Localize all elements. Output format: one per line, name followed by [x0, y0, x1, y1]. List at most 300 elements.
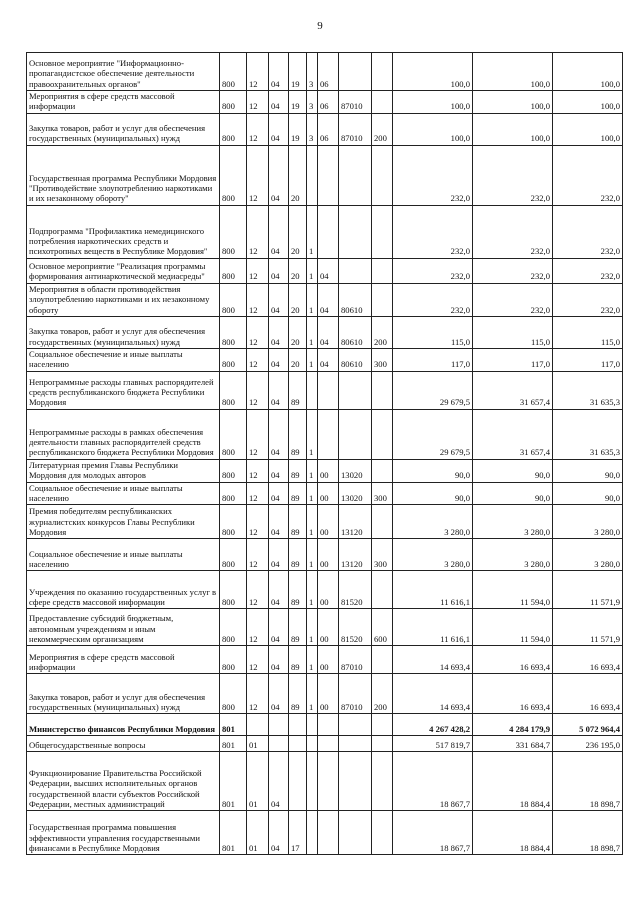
row-name: Учреждения по оказанию государственных услуг в сфере средств массовой информации: [27, 571, 220, 609]
amount-year-2: 331 684,7: [473, 736, 553, 752]
direction-code: 13120: [339, 505, 372, 539]
table-row: [27, 736, 623, 752]
section-code: 12: [247, 539, 269, 571]
section-code: 12: [247, 258, 269, 283]
ved-code: 800: [220, 258, 247, 283]
ved-code: 800: [220, 113, 247, 145]
section-code: 12: [247, 145, 269, 205]
ved-code: 801: [220, 811, 247, 855]
expense-type-code: [372, 371, 393, 409]
amount-year-1: 232,0: [393, 258, 473, 283]
activity-code: 04: [318, 317, 339, 349]
expense-type-code: [372, 459, 393, 482]
subsection-code: [269, 736, 289, 752]
subprogram-code: 1: [307, 409, 318, 459]
subsection-code: [269, 714, 289, 736]
amount-year-2: 11 594,0: [473, 571, 553, 609]
ved-code: 800: [220, 145, 247, 205]
expense-type-code: 200: [372, 317, 393, 349]
section-code: 12: [247, 674, 269, 714]
ved-code: 800: [220, 539, 247, 571]
row-name: Мероприятия в сфере средств массовой информации: [27, 91, 220, 114]
row-name: Государственная программа повышения эффективности управления государственными финансами в Республике Мордовия: [27, 811, 220, 855]
subprogram-code: [307, 811, 318, 855]
section-code: 12: [247, 609, 269, 646]
direction-code: 13020: [339, 482, 372, 505]
direction-code: [339, 145, 372, 205]
amount-year-3: 18 898,7: [553, 811, 623, 855]
amount-year-2: 3 280,0: [473, 539, 553, 571]
row-name: Литературная премия Главы Республики Мордовия для молодых авторов: [27, 459, 220, 482]
expense-type-code: [372, 646, 393, 674]
expense-type-code: [372, 258, 393, 283]
expense-type-code: [372, 91, 393, 114]
direction-code: 87010: [339, 91, 372, 114]
subsection-code: 04: [269, 505, 289, 539]
direction-code: 13020: [339, 459, 372, 482]
subprogram-code: 1: [307, 283, 318, 316]
row-name: Мероприятия в сфере средств массовой информации: [27, 646, 220, 674]
table-row: [27, 674, 623, 714]
activity-code: 04: [318, 349, 339, 372]
ved-code: 800: [220, 571, 247, 609]
program-code: 20: [289, 349, 307, 372]
amount-year-2: 232,0: [473, 145, 553, 205]
subprogram-code: 1: [307, 539, 318, 571]
activity-code: [318, 736, 339, 752]
subsection-code: 04: [269, 258, 289, 283]
amount-year-3: 236 195,0: [553, 736, 623, 752]
table-row: [27, 409, 623, 459]
amount-year-3: 90,0: [553, 459, 623, 482]
program-code: 19: [289, 113, 307, 145]
table-row: [27, 482, 623, 505]
table-row: [27, 571, 623, 609]
amount-year-3: 100,0: [553, 113, 623, 145]
program-code: 89: [289, 674, 307, 714]
row-name: Функционирование Правительства Российской Федерации, высших исполнительных органов государственной власти субъектов Российской Федерации, местных администраций: [27, 752, 220, 811]
amount-year-3: 16 693,4: [553, 674, 623, 714]
subsection-code: 04: [269, 205, 289, 258]
subsection-code: 04: [269, 91, 289, 114]
section-code: 12: [247, 571, 269, 609]
section-code: 12: [247, 371, 269, 409]
program-code: 20: [289, 145, 307, 205]
subprogram-code: 1: [307, 317, 318, 349]
expense-type-code: [372, 571, 393, 609]
direction-code: 80610: [339, 317, 372, 349]
subsection-code: 04: [269, 409, 289, 459]
expense-type-code: 200: [372, 674, 393, 714]
amount-year-3: 11 571,9: [553, 571, 623, 609]
section-code: 12: [247, 91, 269, 114]
program-code: 89: [289, 409, 307, 459]
subsection-code: 04: [269, 482, 289, 505]
amount-year-1: 18 867,7: [393, 752, 473, 811]
program-code: 20: [289, 283, 307, 316]
amount-year-1: 115,0: [393, 317, 473, 349]
amount-year-3: 232,0: [553, 145, 623, 205]
subsection-code: 04: [269, 371, 289, 409]
expense-type-code: 600: [372, 609, 393, 646]
table-row: [27, 505, 623, 539]
subprogram-code: [307, 371, 318, 409]
program-code: 19: [289, 91, 307, 114]
subprogram-code: 1: [307, 482, 318, 505]
expense-type-code: [372, 145, 393, 205]
activity-code: 00: [318, 482, 339, 505]
subsection-code: 04: [269, 349, 289, 372]
expense-type-code: [372, 752, 393, 811]
ved-code: 801: [220, 714, 247, 736]
row-name: Социальное обеспечение и иные выплаты населению: [27, 482, 220, 505]
direction-code: [339, 258, 372, 283]
ved-code: 800: [220, 91, 247, 114]
amount-year-1: 117,0: [393, 349, 473, 372]
section-code: 01: [247, 752, 269, 811]
activity-code: 06: [318, 113, 339, 145]
section-code: 12: [247, 349, 269, 372]
program-code: [289, 736, 307, 752]
table-row: [27, 317, 623, 349]
program-code: 20: [289, 205, 307, 258]
subprogram-code: 1: [307, 459, 318, 482]
program-code: [289, 714, 307, 736]
amount-year-1: 18 867,7: [393, 811, 473, 855]
expense-type-code: [372, 714, 393, 736]
direction-code: [339, 53, 372, 91]
row-name: Закупка товаров, работ и услуг для обеспечения государственных (муниципальных) нужд: [27, 113, 220, 145]
direction-code: 87010: [339, 646, 372, 674]
subprogram-code: 1: [307, 349, 318, 372]
section-code: 12: [247, 283, 269, 316]
activity-code: 00: [318, 539, 339, 571]
program-code: 19: [289, 53, 307, 91]
amount-year-2: 90,0: [473, 482, 553, 505]
program-code: 89: [289, 371, 307, 409]
activity-code: [318, 811, 339, 855]
activity-code: 00: [318, 505, 339, 539]
amount-year-1: 100,0: [393, 91, 473, 114]
activity-code: [318, 371, 339, 409]
amount-year-2: 90,0: [473, 459, 553, 482]
amount-year-2: 18 884,4: [473, 811, 553, 855]
amount-year-2: 31 657,4: [473, 371, 553, 409]
amount-year-2: 4 284 179,9: [473, 714, 553, 736]
amount-year-2: 232,0: [473, 258, 553, 283]
row-name: Основное мероприятие "Информационно-пропагандистское обеспечение деятельности правоохранительных органов": [27, 53, 220, 91]
amount-year-1: 4 267 428,2: [393, 714, 473, 736]
amount-year-1: 14 693,4: [393, 674, 473, 714]
subsection-code: 04: [269, 609, 289, 646]
expense-type-code: 300: [372, 482, 393, 505]
table-row: [27, 53, 623, 91]
direction-code: [339, 811, 372, 855]
direction-code: 87010: [339, 674, 372, 714]
amount-year-1: 100,0: [393, 113, 473, 145]
table-row: [27, 539, 623, 571]
program-code: 89: [289, 609, 307, 646]
table-row: [27, 91, 623, 114]
amount-year-1: 517 819,7: [393, 736, 473, 752]
ved-code: 801: [220, 736, 247, 752]
section-code: [247, 714, 269, 736]
subprogram-code: 1: [307, 205, 318, 258]
direction-code: 81520: [339, 609, 372, 646]
direction-code: 80610: [339, 283, 372, 316]
amount-year-2: 31 657,4: [473, 409, 553, 459]
table-row: [27, 258, 623, 283]
expense-type-code: [372, 283, 393, 316]
table-row: [27, 609, 623, 646]
row-name: Непрограммные расходы главных распорядителей средств республиканского бюджета Республики Мордовия: [27, 371, 220, 409]
expense-type-code: [372, 811, 393, 855]
amount-year-2: 100,0: [473, 53, 553, 91]
section-code: 12: [247, 53, 269, 91]
amount-year-2: 117,0: [473, 349, 553, 372]
section-code: 01: [247, 811, 269, 855]
amount-year-1: 11 616,1: [393, 571, 473, 609]
direction-code: 80610: [339, 349, 372, 372]
amount-year-1: 3 280,0: [393, 505, 473, 539]
row-name: Закупка товаров, работ и услуг для обеспечения государственных (муниципальных) нужд: [27, 674, 220, 714]
ved-code: 800: [220, 646, 247, 674]
amount-year-3: 115,0: [553, 317, 623, 349]
program-code: 20: [289, 258, 307, 283]
activity-code: 06: [318, 53, 339, 91]
amount-year-2: 18 884,4: [473, 752, 553, 811]
ved-code: 800: [220, 317, 247, 349]
activity-code: 00: [318, 459, 339, 482]
expense-type-code: 300: [372, 539, 393, 571]
amount-year-1: 100,0: [393, 53, 473, 91]
row-name: Предоставление субсидий бюджетным, автономным учреждениям и иным некоммерческим организациям: [27, 609, 220, 646]
ved-code: 800: [220, 459, 247, 482]
program-code: 89: [289, 505, 307, 539]
activity-code: 00: [318, 674, 339, 714]
direction-code: 13120: [339, 539, 372, 571]
expense-type-code: [372, 205, 393, 258]
amount-year-2: 115,0: [473, 317, 553, 349]
subsection-code: 04: [269, 317, 289, 349]
amount-year-2: 100,0: [473, 91, 553, 114]
subsection-code: 04: [269, 53, 289, 91]
program-code: 89: [289, 459, 307, 482]
amount-year-3: 18 898,7: [553, 752, 623, 811]
ved-code: 800: [220, 205, 247, 258]
amount-year-3: 16 693,4: [553, 646, 623, 674]
table-row: [27, 752, 623, 811]
amount-year-1: 11 616,1: [393, 609, 473, 646]
table-row: [27, 714, 623, 736]
amount-year-3: 31 635,3: [553, 409, 623, 459]
direction-code: [339, 714, 372, 736]
row-name: Социальное обеспечение и иные выплаты населению: [27, 349, 220, 372]
table-row: [27, 459, 623, 482]
amount-year-3: 117,0: [553, 349, 623, 372]
section-code: 12: [247, 459, 269, 482]
table-row: [27, 113, 623, 145]
direction-code: 81520: [339, 571, 372, 609]
row-name: Основное мероприятие "Реализация программы формирования антинаркотической медиасреды": [27, 258, 220, 283]
program-code: 17: [289, 811, 307, 855]
program-code: 89: [289, 571, 307, 609]
subsection-code: 04: [269, 811, 289, 855]
expense-type-code: 200: [372, 113, 393, 145]
amount-year-2: 11 594,0: [473, 609, 553, 646]
section-code: 12: [247, 113, 269, 145]
amount-year-1: 232,0: [393, 283, 473, 316]
subsection-code: 04: [269, 752, 289, 811]
ved-code: 801: [220, 752, 247, 811]
activity-code: 06: [318, 91, 339, 114]
amount-year-1: 90,0: [393, 459, 473, 482]
row-name: Непрограммные расходы в рамках обеспечения деятельности главных распорядителей средств республиканского бюджета Республики Мордовия: [27, 409, 220, 459]
activity-code: 00: [318, 609, 339, 646]
direction-code: [339, 371, 372, 409]
direction-code: [339, 752, 372, 811]
expense-type-code: [372, 53, 393, 91]
expense-type-code: [372, 409, 393, 459]
activity-code: 04: [318, 258, 339, 283]
activity-code: 00: [318, 571, 339, 609]
subprogram-code: 1: [307, 505, 318, 539]
amount-year-3: 100,0: [553, 53, 623, 91]
amount-year-2: 100,0: [473, 113, 553, 145]
subprogram-code: 3: [307, 113, 318, 145]
ved-code: 800: [220, 674, 247, 714]
table-row: [27, 145, 623, 205]
ved-code: 800: [220, 371, 247, 409]
amount-year-2: 3 280,0: [473, 505, 553, 539]
amount-year-2: 232,0: [473, 283, 553, 316]
amount-year-3: 232,0: [553, 283, 623, 316]
amount-year-3: 100,0: [553, 91, 623, 114]
ved-code: 800: [220, 349, 247, 372]
row-name: Министерство финансов Республики Мордовия: [27, 714, 220, 736]
activity-code: [318, 205, 339, 258]
subsection-code: 04: [269, 674, 289, 714]
row-name: Премия победителям республиканских журналистских конкурсов Главы Республики Мордовия: [27, 505, 220, 539]
table-row: [27, 349, 623, 372]
expense-type-code: [372, 736, 393, 752]
amount-year-1: 14 693,4: [393, 646, 473, 674]
program-code: 89: [289, 539, 307, 571]
subprogram-code: 1: [307, 674, 318, 714]
ved-code: 800: [220, 409, 247, 459]
amount-year-3: 11 571,9: [553, 609, 623, 646]
budget-table: [26, 52, 623, 855]
ved-code: 800: [220, 482, 247, 505]
direction-code: [339, 205, 372, 258]
activity-code: 04: [318, 283, 339, 316]
row-name: Государственная программа Республики Мордовия "Противодействие злоупотреблению наркотиками и их незаконному обороту": [27, 145, 220, 205]
amount-year-3: 232,0: [553, 258, 623, 283]
subsection-code: 04: [269, 539, 289, 571]
expense-type-code: 300: [372, 349, 393, 372]
amount-year-3: 232,0: [553, 205, 623, 258]
amount-year-3: 3 280,0: [553, 505, 623, 539]
subsection-code: 04: [269, 646, 289, 674]
row-name: Социальное обеспечение и иные выплаты населению: [27, 539, 220, 571]
amount-year-1: 29 679,5: [393, 371, 473, 409]
amount-year-1: 3 280,0: [393, 539, 473, 571]
section-code: 01: [247, 736, 269, 752]
subsection-code: 04: [269, 145, 289, 205]
row-name: Подпрограмма "Профилактика немедицинского потребления наркотических средств и психотропных веществ в Республике Мордовия": [27, 205, 220, 258]
amount-year-3: 90,0: [553, 482, 623, 505]
program-code: 20: [289, 317, 307, 349]
subprogram-code: 3: [307, 53, 318, 91]
subprogram-code: 1: [307, 646, 318, 674]
subprogram-code: [307, 752, 318, 811]
subprogram-code: 1: [307, 609, 318, 646]
table-row: [27, 283, 623, 316]
ved-code: 800: [220, 609, 247, 646]
section-code: 12: [247, 646, 269, 674]
section-code: 12: [247, 205, 269, 258]
subprogram-code: [307, 736, 318, 752]
direction-code: [339, 409, 372, 459]
section-code: 12: [247, 505, 269, 539]
page-number: 9: [317, 20, 323, 32]
subprogram-code: [307, 714, 318, 736]
table-row: [27, 811, 623, 855]
table-row: [27, 205, 623, 258]
subprogram-code: [307, 145, 318, 205]
subsection-code: 04: [269, 459, 289, 482]
section-code: 12: [247, 482, 269, 505]
subprogram-code: 1: [307, 571, 318, 609]
amount-year-1: 90,0: [393, 482, 473, 505]
direction-code: [339, 736, 372, 752]
ved-code: 800: [220, 53, 247, 91]
amount-year-2: 16 693,4: [473, 674, 553, 714]
activity-code: [318, 409, 339, 459]
program-code: [289, 752, 307, 811]
subprogram-code: 1: [307, 258, 318, 283]
program-code: 89: [289, 646, 307, 674]
expense-type-code: [372, 505, 393, 539]
amount-year-3: 31 635,3: [553, 371, 623, 409]
amount-year-1: 232,0: [393, 205, 473, 258]
row-name: Общегосударственные вопросы: [27, 736, 220, 752]
section-code: 12: [247, 317, 269, 349]
row-name: Мероприятия в области противодействия злоупотреблению наркотиками и их незаконному обороту: [27, 283, 220, 316]
amount-year-3: 5 072 964,4: [553, 714, 623, 736]
ved-code: 800: [220, 505, 247, 539]
row-name: Закупка товаров, работ и услуг для обеспечения государственных (муниципальных) нужд: [27, 317, 220, 349]
section-code: 12: [247, 409, 269, 459]
activity-code: 00: [318, 646, 339, 674]
program-code: 89: [289, 482, 307, 505]
subsection-code: 04: [269, 113, 289, 145]
amount-year-2: 16 693,4: [473, 646, 553, 674]
subsection-code: 04: [269, 283, 289, 316]
direction-code: 87010: [339, 113, 372, 145]
amount-year-3: 3 280,0: [553, 539, 623, 571]
activity-code: [318, 714, 339, 736]
subprogram-code: 3: [307, 91, 318, 114]
table-row: [27, 371, 623, 409]
ved-code: 800: [220, 283, 247, 316]
subsection-code: 04: [269, 571, 289, 609]
table-row: [27, 646, 623, 674]
activity-code: [318, 145, 339, 205]
amount-year-2: 232,0: [473, 205, 553, 258]
amount-year-1: 232,0: [393, 145, 473, 205]
activity-code: [318, 752, 339, 811]
